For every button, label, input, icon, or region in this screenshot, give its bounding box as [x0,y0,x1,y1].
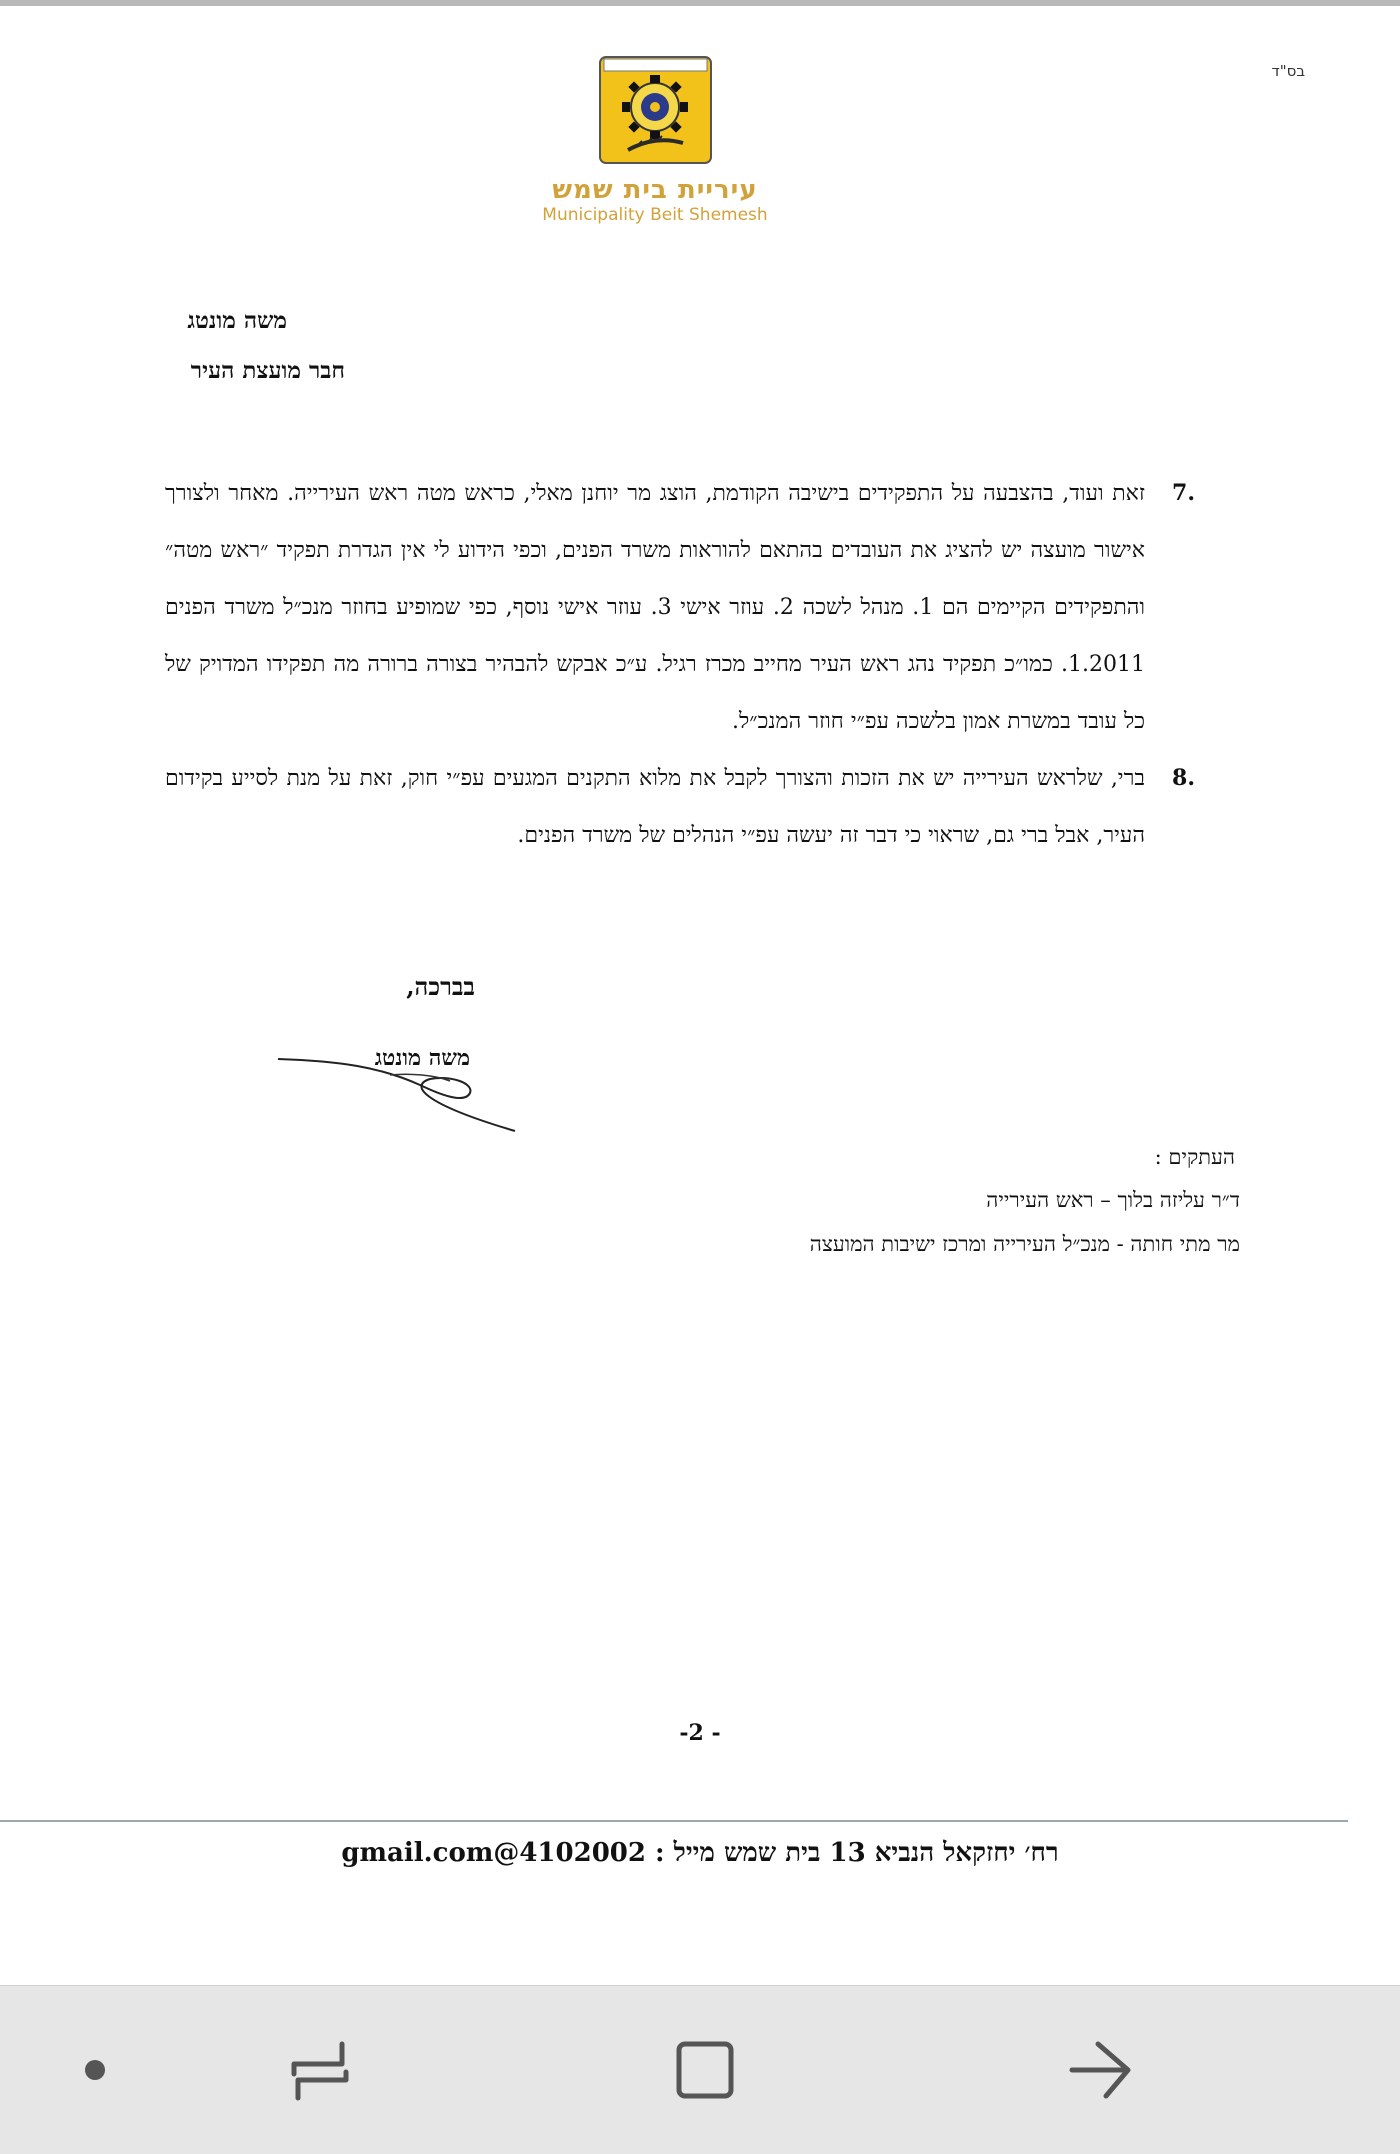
android-navigation-bar [0,1985,1400,2154]
dot-icon [83,2058,107,2082]
footer-divider [0,1820,1348,1822]
home-icon [673,2038,737,2102]
back-arrow-icon [1068,2038,1132,2102]
letter-body [165,465,1195,864]
item-text: זאת ועוד, בהצבעה על התפקידים בישיבה הקודמת, הוצג מר יוחנן מאלי, כראש מטה ראש העירייה. מאחר ולצורך אישור מועצה יש להציג את העובדים בהתאם להוראות משרד הפנים, וכפי הידוע לי אין הגדרת תפקיד ״ראש מטה״ והתפקידים הקיימים הם 1. מנהל לשכה 2. עוזר אישי 3. עוזר אישי נוסף, כפי שמופיע בחוזר מנכ״ל משרד הפנים 1.2011. כמו״כ תפקיד נהג ראש העיר מחייב מכרז רגיל. ע״כ אבקש להבהיר בצורה ברורה מה תפקידו המדויק של כל עובד במשרת אמון בלשכה עפ״י חוזר המנכ״ל. [165,481,1146,734]
closing-greeting: בברכה, [406,972,475,1001]
logo-hebrew-text: עיריית בית שמש [552,175,758,205]
besd-mark: בס"ד [1271,62,1305,80]
nav-dot-button[interactable] [50,1986,140,2154]
page-number: -2 - [679,1720,721,1746]
list-item [165,465,1195,750]
top-divider [0,0,1400,6]
cc-line: מר מתי חותה - מנכ״ל העירייה ומרכז ישיבות המועצה [809,1232,1240,1256]
home-button[interactable] [655,1986,755,2154]
list-item [165,750,1195,864]
cc-title: העתקים : [1154,1145,1235,1169]
cc-line: ד״ר עליזה בלוך – ראש העירייה [986,1188,1240,1212]
recent-apps-icon [288,2038,352,2102]
item-number: .7 [1172,480,1195,506]
item-text: ברי, שלראש העירייה יש את הזכות והצורך לקבל את מלוא התקנים המגעים עפ״י חוק, זאת על מנת לסייע בקידום העיר, אבל ברי גם, שראוי כי דבר זה יעשה עפ״י הנהלים של משרד הפנים. [165,766,1145,848]
recent-apps-button[interactable] [270,1986,370,2154]
logo-english-text: Municipality Beit Shemesh [542,205,768,225]
signature-name: משה מונטג [374,1045,470,1071]
item-number: .8 [1172,765,1195,791]
sender-role: חבר מועצת העיר [190,357,345,384]
municipality-logo [520,55,790,225]
footer-address: רח׳ יחזקאל הנביא 13 בית שמש מייל : gmail.com@4102002 [341,1838,1059,1868]
signature [270,1045,530,1135]
city-emblem-icon [598,55,713,165]
back-button[interactable] [1050,1986,1150,2154]
sender-name: משה מונטג [187,307,287,334]
